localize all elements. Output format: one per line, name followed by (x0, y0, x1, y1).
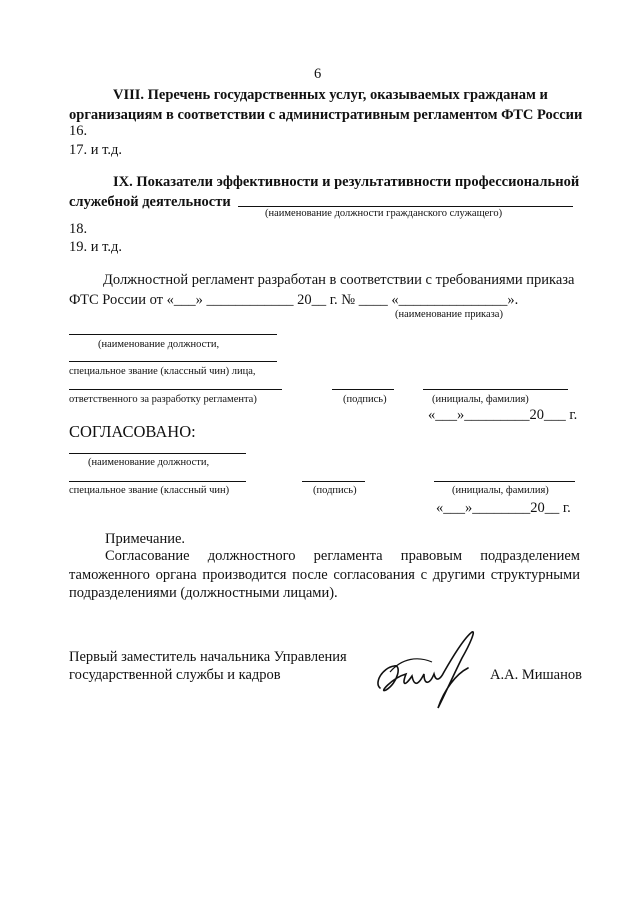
note-title: Примечание. (105, 531, 186, 547)
line (69, 389, 282, 390)
dev-name-caption: (инициалы, фамилия) (432, 394, 529, 405)
dev-caption1: (наименование должности, (98, 339, 220, 350)
line (302, 481, 365, 482)
line (69, 453, 246, 454)
order-caption: (наименование приказа) (395, 309, 503, 320)
list-item: 16. (69, 123, 88, 139)
list-item: 19. и т.д. (69, 239, 123, 255)
signatory-position-line1: Первый заместитель начальника Управления (69, 649, 347, 665)
appr-date: «___»________20__ г. (436, 500, 571, 516)
signatory-name: А.А. Мишанов (490, 667, 582, 683)
line (332, 389, 394, 390)
line (69, 361, 277, 362)
appr-caption2: специальное звание (классный чин) (69, 485, 230, 496)
signatory-position-line2: государственной службы и кадров (69, 667, 281, 683)
position-line (238, 206, 573, 207)
line (434, 481, 575, 482)
section9-heading-line2: служебной деятельности (69, 194, 231, 210)
line (69, 334, 277, 335)
dev-date: «___»_________20___ г. (428, 407, 578, 423)
approval-title: СОГЛАСОВАНО: (69, 422, 196, 441)
regulation-line2: ФТС России от «___» ____________ 20__ г. № ____ «_______________». (69, 292, 519, 308)
handwritten-signature (372, 628, 482, 713)
list-item: 18. (69, 221, 88, 237)
dev-caption2: специальное звание (классный чин) лица, (69, 366, 256, 377)
appr-name-caption: (инициалы, фамилия) (452, 485, 549, 496)
page-number: 6 (314, 66, 322, 82)
appr-signature-caption: (подпись) (313, 485, 357, 496)
list-item: 17. и т.д. (69, 142, 123, 158)
regulation-line1: Должностной регламент разработан в соответствии с требованиями приказа (103, 272, 575, 288)
dev-signature-caption: (подпись) (343, 394, 387, 405)
section8-heading-line1: VIII. Перечень государственных услуг, оказываемых гражданам и (113, 87, 548, 103)
section8-heading-line2: организациям в соответствии с административным регламентом ФТС России (69, 107, 583, 123)
dev-caption3: ответственного за разработку регламента) (69, 394, 257, 405)
line (423, 389, 568, 390)
section9-heading-line1: IX. Показатели эффективности и результативности профессиональной (113, 174, 580, 190)
section9-caption: (наименование должности гражданского служащего) (265, 208, 503, 219)
appr-caption1: (наименование должности, (88, 457, 210, 468)
note-text: Согласование должностного регламента правовым подразделением таможенного органа производится после согласования с другими структурными подразделениями (должностными лицами). (69, 548, 580, 601)
line (69, 481, 246, 482)
